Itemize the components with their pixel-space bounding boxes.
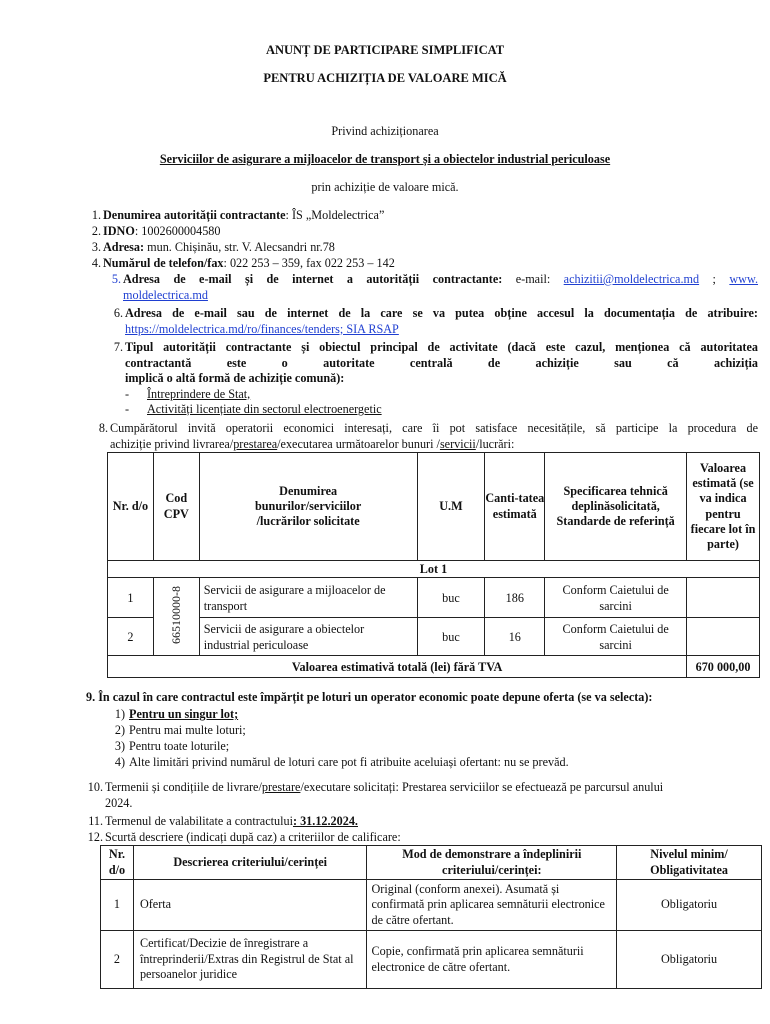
row-1-um: buc <box>417 578 485 618</box>
item-9-option-2: 2) Pentru mai multe loturi; <box>114 723 246 737</box>
item-5: 5. Adresa de e-mail și de internet a autorității contractante: e-mail: achizitii@moldelectrica.md ; www. moldelectrica.md <box>111 272 759 302</box>
criteria-header-desc: Descrierea criteriului/cerinței <box>133 846 367 880</box>
criteria-row-1-level: Obligatoriu <box>617 880 762 931</box>
row-1-name: Servicii de asigurare a mijloacelor de transport <box>199 578 417 618</box>
row-2-spec: Conform Caietului de sarcini <box>545 618 687 656</box>
item-1-value: : ÎS „Moldelectrica” <box>285 208 385 222</box>
item-1-label: Denumirea autorității contractante <box>103 208 286 222</box>
item-4: 4. Numărul de telefon/fax: 022 253 – 359, fax 022 253 – 142 <box>91 256 395 270</box>
contract-validity-date: : 31.12.2024. <box>292 814 358 828</box>
cpv-cell <box>153 578 199 656</box>
item-8-line2: achiziție privind livrarea/prestarea/executarea următoarelor bunuri /servicii/lucrări: <box>110 436 515 451</box>
table-row <box>101 880 762 931</box>
item-2-label: IDNO <box>103 224 135 238</box>
row-1-value <box>687 578 760 618</box>
lot-row <box>108 561 760 578</box>
item-10: 10. Termenii și condițiile de livrare/prestare/executare solicitați: Prestarea serviciilor se efectuează pe parcursul anului 2024. <box>105 780 758 811</box>
website-link-part2[interactable]: moldelectrica.md <box>123 287 208 302</box>
website-link-part1[interactable]: www. <box>729 272 759 286</box>
item-4-value: : 022 253 – 359, fax 022 253 – 142 <box>223 256 395 270</box>
row-2-nr: 2 <box>108 618 154 656</box>
item-7-label-line2: contractantă este o autoritate centrală de achiziție sau că achiziția <box>125 355 758 370</box>
item-9-option-3: 3) Pentru toate loturile; <box>114 739 230 753</box>
item-11: 11. Termenul de valabilitate a contractului: 31.12.2024. <box>88 814 358 828</box>
item-8-line1: Cumpărătorul invită operatorii economici interesați, care îi pot satisface necesitățile, să participe la procedura de <box>110 421 758 435</box>
item-12: 12. Scurtă descriere (indicați după caz) a criteriilor de calificare: <box>87 830 401 844</box>
doc-title-line1: ANUNȚ DE PARTICIPARE SIMPLIFICAT <box>265 43 505 57</box>
row-2-name: Servicii de asigurare a obiectelor industrial periculoase <box>199 618 417 656</box>
header-nr: Nr. d/o <box>108 453 154 561</box>
header-cpv: Cod CPV <box>153 453 199 561</box>
item-5-label: Adresa de e-mail și de internet a autorității contractante: <box>123 272 503 286</box>
item-3-label: Adresa: <box>103 240 145 254</box>
criteria-row-1-nr: 1 <box>101 880 134 931</box>
item-4-label: Numărul de telefon/fax <box>103 256 224 270</box>
header-spec: Specificarea tehnică deplinăsolicitată, Standarde de referință <box>545 453 687 561</box>
criteria-row-1-mode: Original (conform anexei). Asumată și confirmată prin aplicarea semnăturii electronice de către ofertant. <box>367 880 617 931</box>
table-row <box>108 578 760 618</box>
row-1-nr: 1 <box>108 578 154 618</box>
item-7-label-line3: implică o altă formă de achiziție comună): <box>125 371 345 386</box>
criteria-header-level: Nivelul minim/ Obligativitatea <box>617 846 762 880</box>
items-table <box>107 452 760 678</box>
criteria-header-mode: Mod de demonstrare a îndeplinirii criteriului/cerinței: <box>367 846 617 880</box>
item-7: 7. Tipul autorității contractante și obiectul principal de activitate (dacă este cazul, menționea că autoritatea contractantă este o autoritate centrală de achiziție sau că achiziția implică o altă formă de achiziție comună): - Întreprindere de Stat, - Activități licențiate din sectorul electroenergetic <box>113 340 758 417</box>
doc-title-line2: PENTRU ACHIZIȚIA DE VALOARE MICĂ <box>263 71 507 85</box>
item-6: 6. Adresa de e-mail sau de internet de la care se va putea obține accesul la documentația de atribuire: https://moldelectrica.md/ro/finances/tenders; SIA RSAP <box>113 306 758 336</box>
total-label: Valoarea estimativă totală (lei) fără TVA <box>108 656 687 678</box>
item-9-option-1: 1) Pentru un singur lot; <box>114 707 239 721</box>
item-3-value: mun. Chișinău, str. V. Alecsandri nr.78 <box>144 240 335 254</box>
item-2-value: : 1002600004580 <box>134 224 221 238</box>
total-row <box>108 656 760 678</box>
criteria-table <box>100 845 762 989</box>
criteria-table-header <box>101 846 762 880</box>
email-link[interactable]: achizitii@moldelectrica.md <box>563 272 700 286</box>
criteria-row-1-desc: Oferta <box>133 880 367 931</box>
criteria-row-2-mode: Copie, confirmată prin aplicarea semnăturii electronice de către ofertant. <box>367 931 617 989</box>
header-qty: Canti-tatea estimată <box>485 453 545 561</box>
item-7-bullet-2: - Activități licențiate din sectorul electroenergetic <box>125 402 382 417</box>
item-8: 8. Cumpărătorul invită operatorii economici interesați, care îi pot satisface necesitățile, să participe la procedura de achiziție privind livrarea/prestarea/executarea următoarelor bunuri /servicii/lucrări: <box>98 421 758 451</box>
row-2-um: buc <box>417 618 485 656</box>
row-2-value <box>687 618 760 656</box>
item-7-bullet-1: - Întreprindere de Stat, <box>125 386 251 401</box>
intro-text: Privind achiziționarea <box>331 124 439 138</box>
item-9-option-4: 4) Alte limitări privind numărul de loturi care pot fi atribuite aceluiași ofertant: nu se prevăd. <box>114 755 569 769</box>
item-7-label-line1: Tipul autorității contractante și obiectul principal de activitate (dacă este cazul, menționea că autoritatea <box>125 340 758 354</box>
row-2-qty: 16 <box>485 618 545 656</box>
row-1-spec: Conform Caietului de sarcini <box>545 578 687 618</box>
item-2: 2. IDNO: 1002600004580 <box>91 224 221 238</box>
row-1-qty: 186 <box>485 578 545 618</box>
item-3: 3. Adresa: mun. Chișinău, str. V. Alecsandri nr.78 <box>91 240 335 254</box>
header-name: Denumirea bunurilor/serviciilor /lucrărilor solicitate <box>199 453 417 561</box>
table-row <box>101 931 762 989</box>
item-1: 1. Denumirea autorității contractante: ÎS „Moldelectrica” <box>91 208 385 222</box>
criteria-row-2-level: Obligatoriu <box>617 931 762 989</box>
items-table-header <box>108 453 760 561</box>
item-10-line2: 2024. <box>105 795 133 810</box>
item-6-label: Adresa de e-mail sau de internet de la care se va putea obține accesul la documentația de atribuire: <box>125 306 758 320</box>
table-row <box>108 618 760 656</box>
header-value: Valoarea estimată (se va indica pentru fiecare lot în parte) <box>687 453 760 561</box>
method-text: prin achiziție de valoare mică. <box>311 180 459 194</box>
criteria-header-nr: Nr. d/o <box>101 846 134 880</box>
total-value: 670 000,00 <box>687 656 760 678</box>
cpv-code: 66510000-8 <box>169 585 184 644</box>
item-9-title: 9. În cazul în care contractul este împărțit pe loturi un operator economic poate depune oferta (se va selecta): <box>86 690 653 704</box>
tenders-link[interactable]: https://moldelectrica.md/ro/finances/tenders; SIA RSAP <box>125 321 399 336</box>
header-um: U.M <box>417 453 485 561</box>
subject-text: Serviciilor de asigurare a mijloacelor de transport și a obiectelor industrial periculoase <box>159 152 611 166</box>
lot-label: Lot 1 <box>108 561 760 578</box>
item-10-line1: Termenii și condițiile de livrare/prestare/executare solicitați: Prestarea serviciilor se efectuează pe parcursul anului <box>105 780 664 794</box>
criteria-row-2-desc: Certificat/Decizie de înregistrare a întreprinderii/Extras din Registrul de Stat al persoanelor juridice <box>133 931 367 989</box>
criteria-row-2-nr: 2 <box>101 931 134 989</box>
